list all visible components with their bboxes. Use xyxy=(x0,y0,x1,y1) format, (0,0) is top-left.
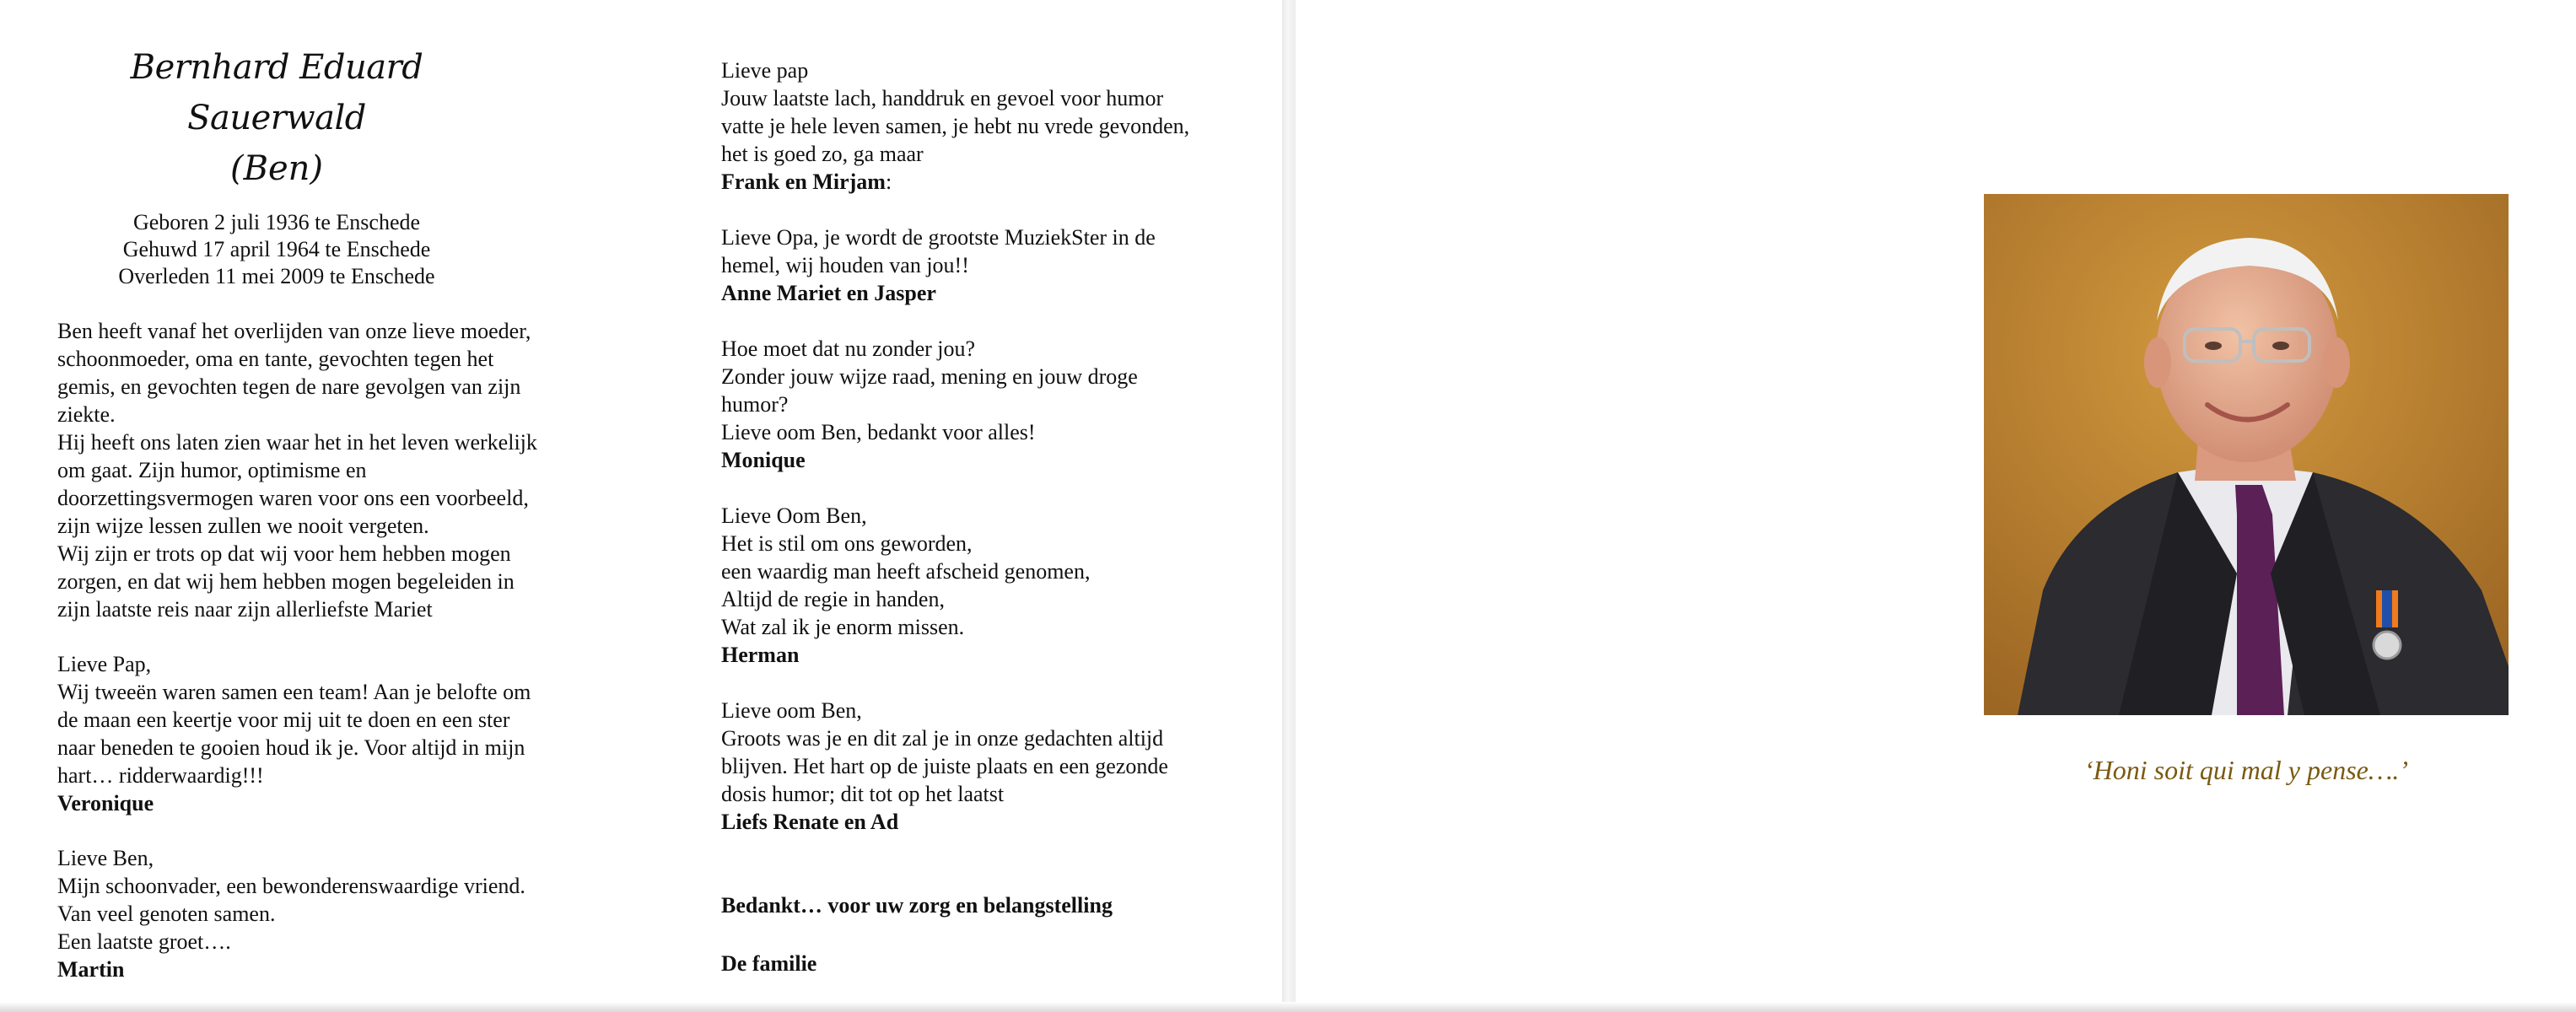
family-signature: De familie xyxy=(721,951,817,976)
message-line: Lieve Oom Ben, xyxy=(721,503,867,528)
intro-line: Ben heeft vanaf het overlijden van onze lieve moeder, xyxy=(57,319,531,343)
message-signature: Liefs Renate en Ad xyxy=(721,810,899,834)
marriage-date: Gehuwd 17 april 1964 te Enschede xyxy=(122,237,431,261)
message-line: Altijd de regie in handen, xyxy=(721,587,945,611)
intro-line: doorzettingsvermogen waren voor ons een voorbeeld, xyxy=(57,486,529,510)
message-line: vatte je hele leven samen, je hebt nu vrede gevonden, xyxy=(721,114,1190,138)
message-anne-mariet-jasper xyxy=(721,223,1261,307)
deceased-name: Bernhard Eduard Sauerwald xyxy=(130,48,423,137)
message-line: Wat zal ik je enorm missen. xyxy=(721,615,965,639)
life-dates xyxy=(57,209,496,290)
deceased-nickname: (Ben) xyxy=(229,149,324,188)
motto-quote: ‘Honi soit qui mal y pense….’ xyxy=(2084,755,2408,785)
intro-line: zijn laatste reis naar zijn allerliefste Mariet xyxy=(57,597,433,622)
message-line: Zonder jouw wijze raad, mening en jouw droge xyxy=(721,364,1138,389)
message-line: humor? xyxy=(721,392,789,417)
message-signature: Anne Mariet en Jasper xyxy=(721,281,936,305)
intro-line: zorgen, en dat wij hem hebben mogen begeleiden in xyxy=(57,569,515,594)
message-line: de maan een keertje voor mij uit te doen en een ster xyxy=(57,708,510,732)
portrait-photo xyxy=(1984,194,2509,715)
portrait-illustration xyxy=(1984,194,2509,715)
message-line: het is goed zo, ga maar xyxy=(721,142,924,166)
intro-line: Wij zijn er trots op dat wij voor hem hebben mogen xyxy=(57,541,511,566)
message-signature: Frank en Mirjam xyxy=(721,170,886,194)
message-line: dosis humor; dit tot op het laatst xyxy=(721,782,1005,806)
message-line: Lieve pap xyxy=(721,58,809,83)
intro-line: zijn wijze lessen zullen we nooit vergeten. xyxy=(57,514,429,538)
left-column xyxy=(57,42,606,983)
message-line: blijven. Het hart op de juiste plaats en een gezonde xyxy=(721,754,1168,778)
message-line: Een laatste groet…. xyxy=(57,929,231,954)
birth-date: Geboren 2 juli 1936 te Enschede xyxy=(132,210,421,234)
message-line: Het is stil om ons geworden, xyxy=(721,531,973,556)
message-line: Lieve Pap, xyxy=(57,652,152,676)
intro-paragraph xyxy=(57,317,606,623)
intro-line: Hij heeft ons laten zien waar het in het leven werkelijk xyxy=(57,430,537,455)
intro-line: schoonmoeder, oma en tante, gevochten tegen het xyxy=(57,347,494,371)
message-line: een waardig man heeft afscheid genomen, xyxy=(721,559,1091,584)
message-signature: Veronique xyxy=(57,791,154,816)
message-frank-mirjam xyxy=(721,57,1261,196)
message-monique xyxy=(721,335,1261,474)
middle-column xyxy=(721,57,1261,977)
message-renate-ad xyxy=(721,697,1261,836)
intro-line: om gaat. Zijn humor, optimisme en xyxy=(57,458,367,482)
closing-thanks: Bedankt… voor uw zorg en belangstelling xyxy=(721,893,1113,918)
message-signature-row xyxy=(721,168,1261,196)
message-signature: Herman xyxy=(721,643,800,667)
message-line: Hoe moet dat nu zonder jou? xyxy=(721,336,976,361)
message-line: Groots was je en dit zal je in onze gedachten altijd xyxy=(721,726,1164,751)
intro-line: ziekte. xyxy=(57,402,116,427)
card-inner-left xyxy=(0,0,1282,1012)
message-line: hart… ridderwaardig!!! xyxy=(57,763,264,788)
name-header xyxy=(57,42,496,194)
message-line: Jouw laatste lach, handdruk en gevoel voor humor xyxy=(721,86,1164,110)
message-line: Mijn schoonvader, een bewonderenswaardige vriend. xyxy=(57,874,525,898)
message-line: naar beneden te gooien houd ik je. Voor altijd in mijn xyxy=(57,735,525,760)
message-signature: Martin xyxy=(57,957,125,982)
intro-line: gemis, en gevochten tegen de nare gevolgen van zijn xyxy=(57,374,521,399)
signature-suffix: : xyxy=(885,170,892,194)
message-line: Van veel genoten samen. xyxy=(57,902,276,926)
message-line: Lieve oom Ben, xyxy=(721,698,862,723)
message-line: Lieve Ben, xyxy=(57,846,154,870)
message-line: Wij tweeën waren samen een team! Aan je belofte om xyxy=(57,680,531,704)
death-date: Overleden 11 mei 2009 te Enschede xyxy=(118,264,435,288)
bottom-edge-shadow xyxy=(0,1002,2576,1012)
card-fold xyxy=(1282,0,1296,1012)
message-line: hemel, wij houden van jou!! xyxy=(721,253,969,277)
message-signature: Monique xyxy=(721,448,806,472)
message-herman xyxy=(721,502,1261,669)
message-martin xyxy=(57,844,606,983)
message-line: Lieve Opa, je wordt de grootste MuziekSter in de xyxy=(721,225,1156,250)
message-veronique xyxy=(57,650,606,817)
message-line: Lieve oom Ben, bedankt voor alles! xyxy=(721,420,1036,444)
